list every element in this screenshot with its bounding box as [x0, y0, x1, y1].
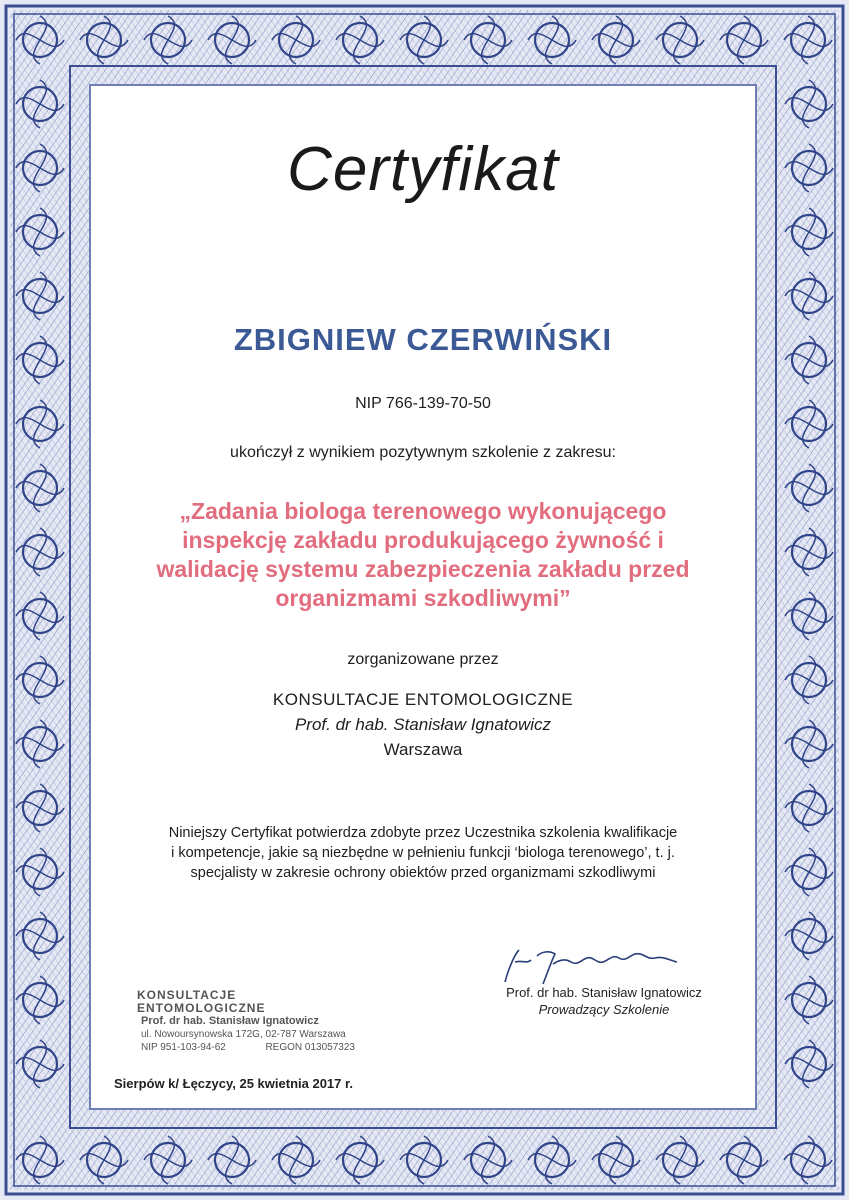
recipient-name: ZBIGNIEW CZERWIŃSKI — [233, 322, 613, 357]
place-and-date: Sierpów k/ Łęczycy, 25 kwietnia 2017 r. — [114, 1076, 353, 1091]
signer-block — [469, 984, 739, 1018]
stamp-line: ul. Nowoursynowska 172G, 02-787 Warszawa — [141, 1029, 346, 1040]
stamp-line: Prof. dr hab. Stanisław Ignatowicz — [141, 1015, 319, 1027]
stamp-regon: REGON 013057323 — [265, 1042, 355, 1053]
certificate-title: Certyfikat — [287, 135, 559, 204]
statement-line: Niniejszy Certyfikat potwierdza zdobyte przez Uczestnika szkolenia kwalifikacje — [168, 825, 678, 841]
statement-line: specjalisty w zakresie ochrony obiektów przed organizmami szkodliwymi — [190, 865, 656, 881]
recipient-nip: NIP 766-139-70-50 — [355, 395, 491, 412]
signer-role: Prowadzący Szkolenie — [538, 1002, 670, 1017]
course-title-line: „Zadania biologa terenowego wykonującego — [179, 498, 667, 524]
statement-line: i kompetencje, jakie są niezbędne w pełnieniu funkcji ‘biologa terenowego’, t. j. — [171, 845, 675, 861]
stamp-nip: NIP 951-103-94-62 — [141, 1042, 226, 1053]
stamp-ids — [137, 1041, 367, 1054]
course-title-line: inspekcję zakładu produkującego żywność i — [182, 527, 664, 553]
stamp-line: KONSULTACJE ENTOMOLOGICZNE — [137, 988, 266, 1015]
certificate-content-panel — [89, 84, 757, 1110]
completion-text: ukończył z wynikiem pozytywnym szkolenie z zakresu: — [230, 444, 616, 461]
certificate-statement — [89, 823, 757, 883]
course-title-line: walidację systemu zabezpieczenia zakładu przed — [156, 556, 690, 582]
organized-by-text: zorganizowane przez — [347, 651, 499, 668]
organizer-stamp — [137, 989, 367, 1054]
organizer-city: Warszawa — [383, 740, 463, 759]
signer-name: Prof. dr hab. Stanisław Ignatowicz — [506, 985, 702, 1000]
course-title — [89, 497, 757, 613]
organizer-person: Prof. dr hab. Stanisław Ignatowicz — [294, 715, 552, 734]
course-title-line: organizmami szkodliwymi” — [275, 585, 571, 611]
organizer-name: KONSULTACJE ENTOMOLOGICZNE — [272, 690, 574, 709]
